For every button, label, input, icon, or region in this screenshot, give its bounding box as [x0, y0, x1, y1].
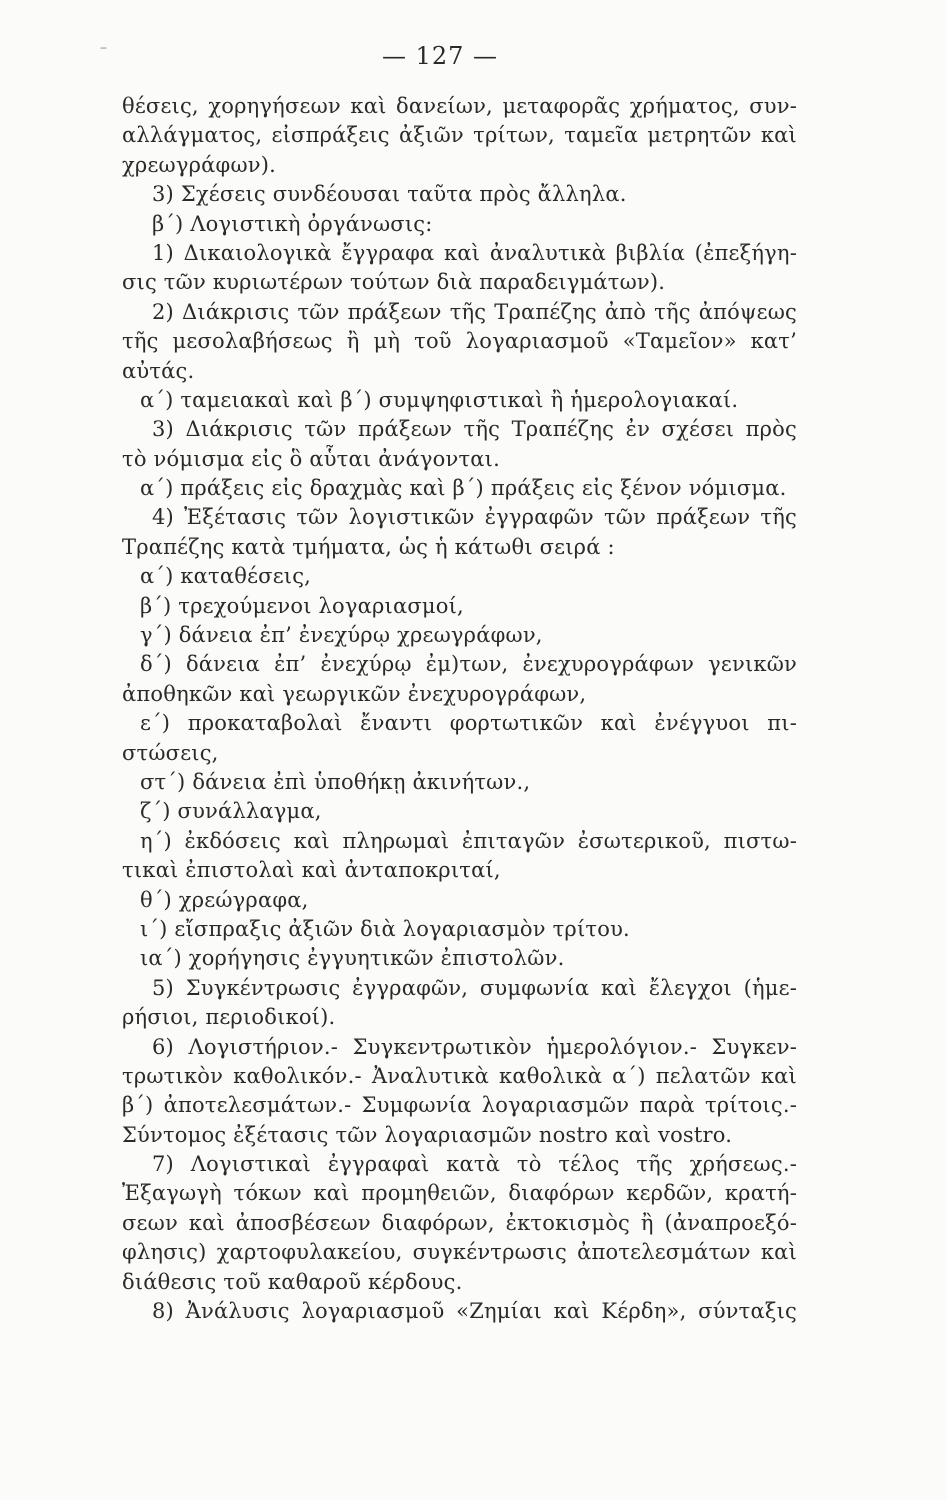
- text-line: 3) Διάκρισις τῶν πράξεων τῆς Τραπέζης ἐν σχέσει πρὸς: [152, 417, 797, 442]
- text-line: ι΄) εἴσπραξις ἀξιῶν διὰ λογαριασμὸν τρίτου.: [140, 916, 630, 941]
- page-number: — 127 —: [381, 42, 499, 70]
- text-line: α΄) ταμειακαὶ καὶ β΄) συμψηφιστικαὶ ἢ ἡμερολογιακαί.: [140, 387, 739, 412]
- text-line: τρωτικὸν καθολικόν.- Ἀναλυτικὰ καθολικὰ α΄) πελατῶν καὶ: [122, 1063, 797, 1088]
- text-line: θ΄) χρεώγραφα,: [140, 887, 309, 912]
- text-line: στ΄) δάνεια ἐπὶ ὑποθήκῃ ἀκινήτων.,: [140, 769, 531, 794]
- text-line: φλησις) χαρτοφυλακείου, συγκέντρωσις ἀποτελεσμάτων καὶ: [122, 1240, 797, 1265]
- text-line: Ἐξαγωγὴ τόκων καὶ προμηθειῶν, διαφόρων κερδῶν, κρατή-: [122, 1181, 797, 1206]
- text-line: ρήσιοι, περιοδικοί).: [122, 1005, 336, 1030]
- text-line: 7) Λογιστικαὶ ἐγγραφαὶ κατὰ τὸ τέλος τῆς χρήσεως.-: [152, 1152, 797, 1177]
- text-line: σις τῶν κυριωτέρων τούτων διὰ παραδειγμάτων).: [122, 270, 666, 295]
- text-line: 1) Δικαιολογικὰ ἔγγραφα καὶ ἀναλυτικὰ βιβλία (ἐπεξήγη-: [152, 240, 797, 265]
- text-line: α΄) πράξεις εἰς δραχμὰς καὶ β΄) πράξεις εἰς ξένον νόμισμα.: [140, 476, 787, 501]
- text-line: αλλάγματος, εἰσπράξεις ἀξιῶν τρίτων, ταμεῖα μετρητῶν καὶ: [122, 123, 797, 148]
- text-line: ια΄) χορήγησις ἐγγυητικῶν ἐπιστολῶν.: [140, 946, 565, 971]
- stray-mark: –: [100, 40, 107, 56]
- text-line: τὸ νόμισμα εἰς ὃ αὗται ἀνάγονται.: [122, 446, 500, 471]
- text-line: β΄) ἀποτελεσμάτων.- Συμφωνία λογαριασμῶν παρὰ τρίτοις.-: [122, 1093, 797, 1118]
- text-line: αὐτάς.: [122, 358, 195, 383]
- text-line: 4) Ἐξέτασις τῶν λογιστικῶν ἐγγραφῶν τῶν πράξεων τῆς: [152, 505, 797, 530]
- text-line: 3) Σχέσεις συνδέουσαι ταῦτα πρὸς ἄλληλα.: [152, 182, 627, 207]
- text-line: Τραπέζης κατὰ τμήματα, ὡς ἡ κάτωθι σειρά :: [122, 534, 615, 559]
- text-line: τικαὶ ἐπιστολαὶ καὶ ἀνταποκριταί,: [122, 858, 501, 883]
- text-line: β΄) Λογιστικὴ ὀργάνωσις:: [152, 211, 433, 236]
- text-line: γ΄) δάνεια ἐπ’ ἐνεχύρῳ χρεωγράφων,: [140, 623, 543, 648]
- text-line: σεων καὶ ἀποσβέσεων διαφόρων, ἐκτοκισμὸς ἢ (ἀναπροεξό-: [122, 1210, 797, 1235]
- text-line: θέσεις, χορηγήσεων καὶ δανείων, μεταφορᾶς χρήματος, συν-: [122, 94, 797, 118]
- text-line: ε΄) προκαταβολαὶ ἔναντι φορτωτικῶν καὶ ἐνέγγυοι πι-: [140, 711, 797, 736]
- text-line: η΄) ἐκδόσεις καὶ πληρωμαὶ ἐπιταγῶν ἐσωτερικοῦ, πιστω-: [140, 828, 797, 853]
- text-line: δ΄) δάνεια ἐπ’ ἐνεχύρῳ ἐμ)των, ἐνεχυρογράφων γενικῶν: [140, 652, 797, 677]
- text-line: στώσεις,: [122, 740, 219, 765]
- text-line: ἀποθηκῶν καὶ γεωργικῶν ἐνεχυρογράφων,: [122, 681, 587, 706]
- text-line: β΄) τρεχούμενοι λογαριασμοί,: [140, 593, 464, 618]
- text-line: 8) Ἀνάλυσις λογαριασμοῦ «Ζημίαι καὶ Κέρδη», σύνταξις: [152, 1299, 797, 1324]
- text-line: διάθεσις τοῦ καθαροῦ κέρδους.: [122, 1269, 463, 1294]
- text-line: 2) Διάκρισις τῶν πράξεων τῆς Τραπέζης ἀπὸ τῆς ἀπόψεως: [152, 299, 797, 324]
- text-line: τῆς μεσολαβήσεως ἢ μὴ τοῦ λογαριασμοῦ «Ταμεῖον» κατ’: [122, 329, 797, 354]
- text-line: α΄) καταθέσεις,: [140, 564, 312, 589]
- text-line: 6) Λογιστήριον.- Συγκεντρωτικὸν ἡμερολόγιον.- Συγκεν-: [152, 1034, 797, 1059]
- body-text: [122, 92, 797, 1326]
- text-line: 5) Συγκέντρωσις ἐγγραφῶν, συμφωνία καὶ ἔλεγχοι (ἡμε-: [152, 975, 797, 1000]
- text-line: χρεωγράφων).: [122, 152, 277, 177]
- text-line: ζ΄) συνάλλαγμα,: [140, 799, 322, 824]
- text-line: Σύντομος ἐξέτασις τῶν λογαριασμῶν nostro καὶ vostro.: [122, 1122, 733, 1147]
